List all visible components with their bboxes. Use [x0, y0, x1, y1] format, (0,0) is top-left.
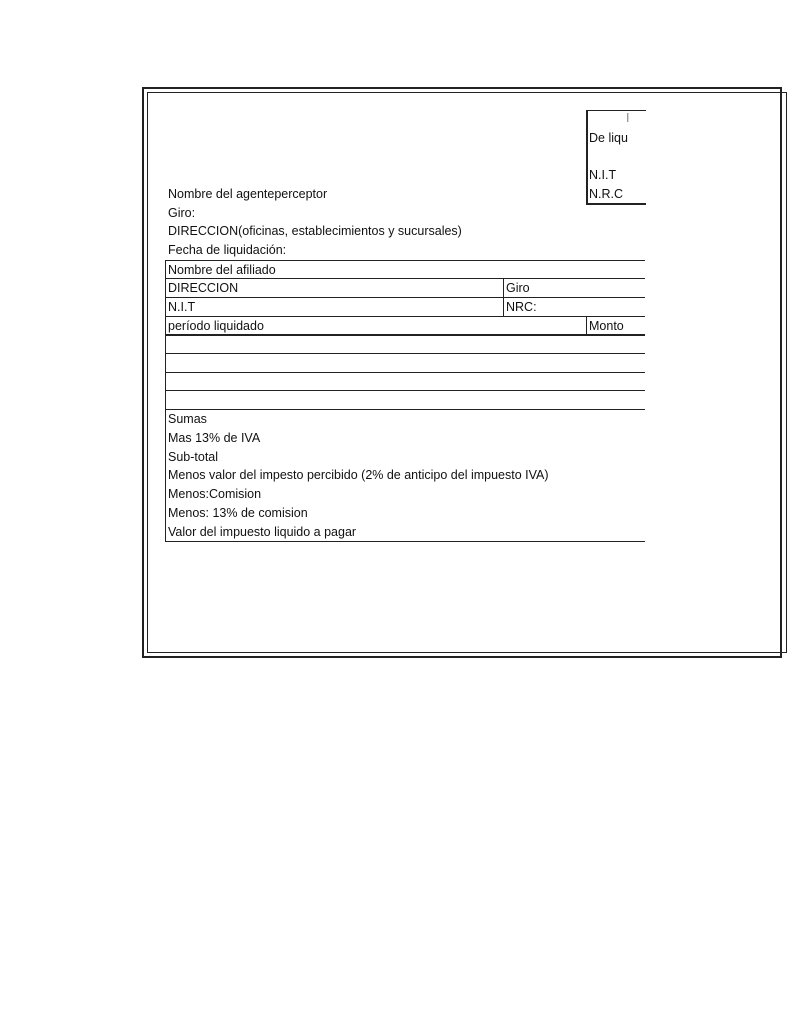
totals-perceived-tax: Menos valor del impesto percibido (2% de anticipo del impuesto IVA): [168, 468, 549, 482]
totals-sumas: Sumas: [168, 412, 207, 426]
affiliate-row-divider: [165, 297, 645, 298]
affiliate-name-label: Nombre del afiliado: [168, 263, 276, 277]
affiliate-address-label: DIRECCION: [168, 281, 239, 295]
affiliate-nrc-label: NRC:: [506, 300, 537, 314]
period-label: período liquidado: [168, 319, 264, 333]
id-box-nit-label: N.I.T: [589, 168, 617, 182]
affiliate-row-divider: [165, 278, 645, 279]
agent-name-label: Nombre del agenteperceptor: [168, 187, 328, 201]
totals-bottom-border: [165, 541, 645, 542]
totals-subtotal: Sub-total: [168, 450, 219, 464]
period-row-divider: [165, 372, 645, 373]
period-table-bottom-border: [165, 409, 645, 410]
id-box-title: De liqu: [589, 131, 628, 145]
amount-column-divider: [586, 316, 587, 334]
affiliate-nit-label: N.I.T: [168, 300, 196, 314]
table-left-border: [165, 260, 166, 542]
giro-nrc-column-divider: [503, 278, 504, 316]
agent-address-label: DIRECCION(oficinas, establecimientos y sucursales): [168, 224, 462, 238]
affiliate-table-top-border: [165, 260, 645, 261]
period-row-divider: [165, 390, 645, 391]
affiliate-giro-label: Giro: [506, 281, 530, 295]
period-header-bottom-border: [165, 334, 645, 336]
totals-commission: Menos:Comision: [168, 487, 262, 501]
id-box-left-border: [586, 110, 588, 204]
id-box-nrc-label: N.R.C: [589, 187, 624, 201]
period-row-divider: [165, 353, 645, 354]
agent-giro-label: Giro:: [168, 206, 196, 220]
amount-label: Monto: [589, 319, 624, 333]
totals-net-tax: Valor del impuesto liquido a pagar: [168, 525, 357, 539]
id-box-top-char: I: [626, 111, 630, 125]
liquidation-date-label: Fecha de liquidación:: [168, 243, 287, 257]
totals-iva: Mas 13% de IVA: [168, 431, 261, 445]
id-box-bottom-border: [586, 203, 646, 205]
totals-commission-iva: Menos: 13% de comision: [168, 506, 308, 520]
affiliate-row-divider: [165, 316, 645, 317]
id-box-top-border: [586, 110, 646, 111]
